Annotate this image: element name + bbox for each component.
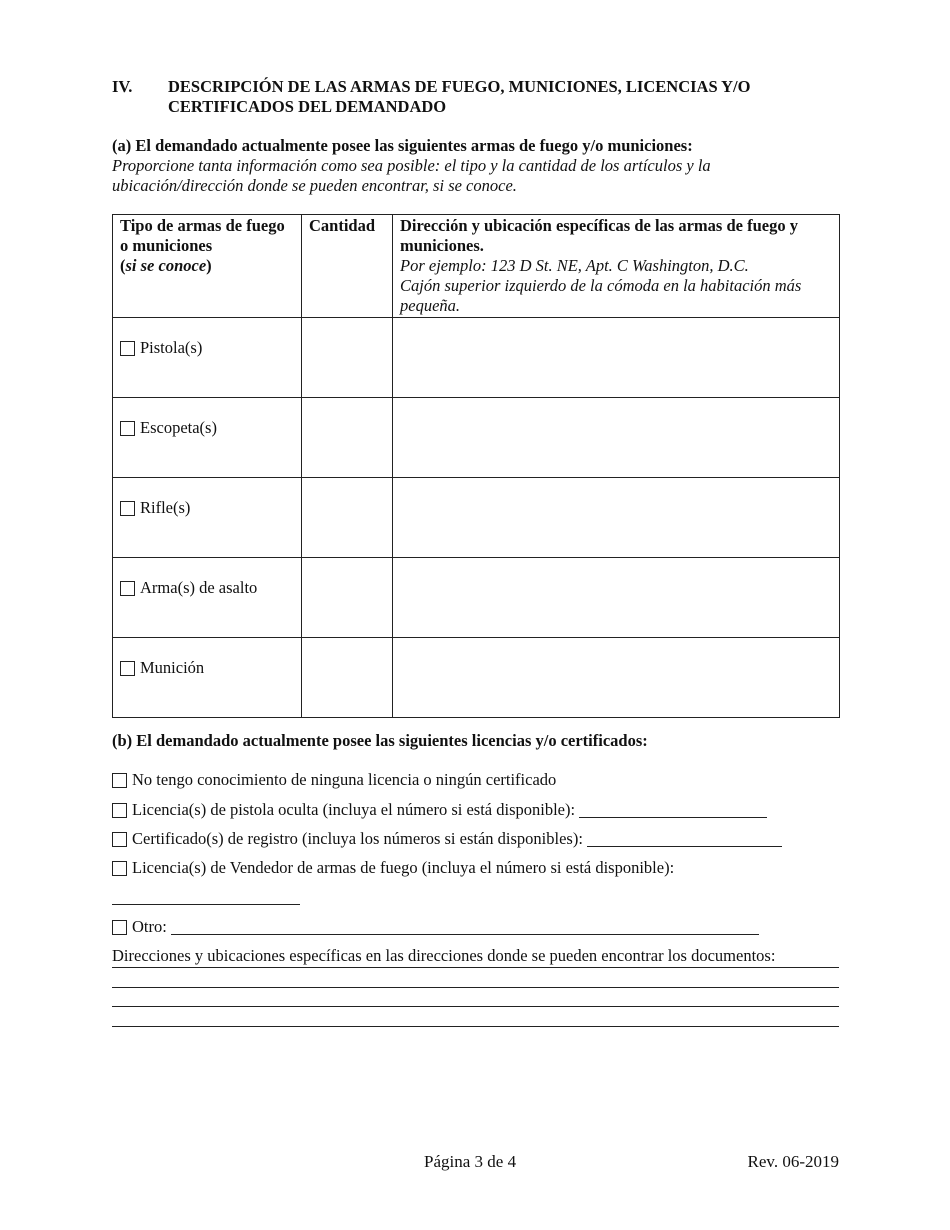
other-field[interactable] [171, 920, 759, 935]
location-cell-shotgun[interactable] [393, 398, 840, 478]
dealer-number-field[interactable] [112, 904, 300, 905]
rifle-label: Rifle(s) [140, 498, 191, 517]
quantity-cell-shotgun[interactable] [302, 398, 393, 478]
quantity-cell-assault[interactable] [302, 558, 393, 638]
registration-checkbox[interactable] [112, 832, 127, 847]
table-row-shotgun [113, 398, 840, 478]
ammunition-checkbox[interactable] [120, 661, 135, 676]
no-knowledge-checkbox[interactable] [112, 773, 127, 788]
part-a-instructions: Proporcione tanta información como sea posible: el tipo y la cantidad de los artículos y la ubicación/dirección donde se pueden encontrar, si se conoce. [112, 156, 711, 195]
dealer-label: Licencia(s) de Vendedor de armas de fuego (incluya el número si está disponible): [132, 858, 675, 877]
part-b-heading: (b) El demandado actualmente posee las siguientes licencias y/o certificados: [112, 731, 648, 750]
header-type-label: Tipo de armas de fuego o municiones [120, 216, 285, 255]
assault-weapon-checkbox[interactable] [120, 581, 135, 596]
location-cell-assault[interactable] [393, 558, 840, 638]
type-cell [113, 478, 302, 558]
rifle-checkbox[interactable] [120, 501, 135, 516]
section-title: DESCRIPCIÓN DE LAS ARMAS DE FUEGO, MUNICIONES, LICENCIAS Y/O CERTIFICADOS DEL DEMANDADO [168, 77, 751, 116]
option-dealer [112, 858, 674, 878]
revision-label: Rev. 06-2019 [747, 1152, 839, 1171]
header-location-example-place: Cajón superior izquierdo de la cómoda en la habitación más pequeña. [400, 276, 802, 315]
other-label: Otro: [132, 917, 167, 936]
header-location-example-address: Por ejemplo: 123 D St. NE, Apt. C Washington, D.C. [400, 256, 749, 275]
locations-label: Direcciones y ubicaciones específicas en las direcciones donde se pueden encontrar los documentos: [112, 946, 776, 965]
option-other [112, 917, 759, 937]
header-type-paren-close: ) [206, 256, 212, 275]
table-row-ammunition [113, 638, 840, 718]
concealed-pistol-checkbox[interactable] [112, 803, 127, 818]
dealer-checkbox[interactable] [112, 861, 127, 876]
table-row-pistol [113, 318, 840, 398]
page-number: Página 3 de 4 [424, 1152, 517, 1171]
header-quantity: Cantidad [302, 215, 393, 318]
quantity-cell-ammunition[interactable] [302, 638, 393, 718]
table-row-assault [113, 558, 840, 638]
type-cell [113, 558, 302, 638]
header-type [113, 215, 302, 318]
pistol-checkbox[interactable] [120, 341, 135, 356]
pistol-label: Pistola(s) [140, 338, 203, 357]
locations-line-2[interactable] [112, 987, 839, 988]
ammunition-label: Munición [140, 658, 205, 677]
option-concealed-pistol [112, 800, 767, 820]
type-cell [113, 398, 302, 478]
header-location-label: Dirección y ubicación específicas de las armas de fuego y municiones. [400, 216, 798, 255]
quantity-cell-rifle[interactable] [302, 478, 393, 558]
location-cell-ammunition[interactable] [393, 638, 840, 718]
quantity-cell-pistol[interactable] [302, 318, 393, 398]
assault-weapon-label: Arma(s) de asalto [140, 578, 258, 597]
shotgun-label: Escopeta(s) [140, 418, 217, 437]
header-type-note: si se conoce [125, 256, 207, 275]
registration-label: Certificado(s) de registro (incluya los números si están disponibles): [132, 829, 583, 848]
location-cell-pistol[interactable] [393, 318, 840, 398]
table-row-rifle [113, 478, 840, 558]
location-cell-rifle[interactable] [393, 478, 840, 558]
no-knowledge-label: No tengo conocimiento de ninguna licencia o ningún certificado [132, 770, 557, 789]
section-number: IV. [112, 77, 133, 96]
concealed-pistol-number-field[interactable] [579, 803, 767, 818]
header-location [393, 215, 840, 318]
other-checkbox[interactable] [112, 920, 127, 935]
firearms-table [112, 214, 840, 718]
header-type-paren-open: ( [120, 256, 126, 275]
option-no-knowledge [112, 770, 556, 790]
type-cell [113, 638, 302, 718]
locations-line-1[interactable] [112, 967, 839, 968]
locations-line-3[interactable] [112, 1006, 839, 1007]
registration-number-field[interactable] [587, 832, 782, 847]
table-header-row [113, 215, 840, 318]
option-registration [112, 829, 782, 849]
shotgun-checkbox[interactable] [120, 421, 135, 436]
locations-line-4[interactable] [112, 1026, 839, 1027]
part-a-heading: (a) El demandado actualmente posee las siguientes armas de fuego y/o municiones: [112, 136, 693, 155]
concealed-pistol-label: Licencia(s) de pistola oculta (incluya el número si está disponible): [132, 800, 576, 819]
type-cell [113, 318, 302, 398]
